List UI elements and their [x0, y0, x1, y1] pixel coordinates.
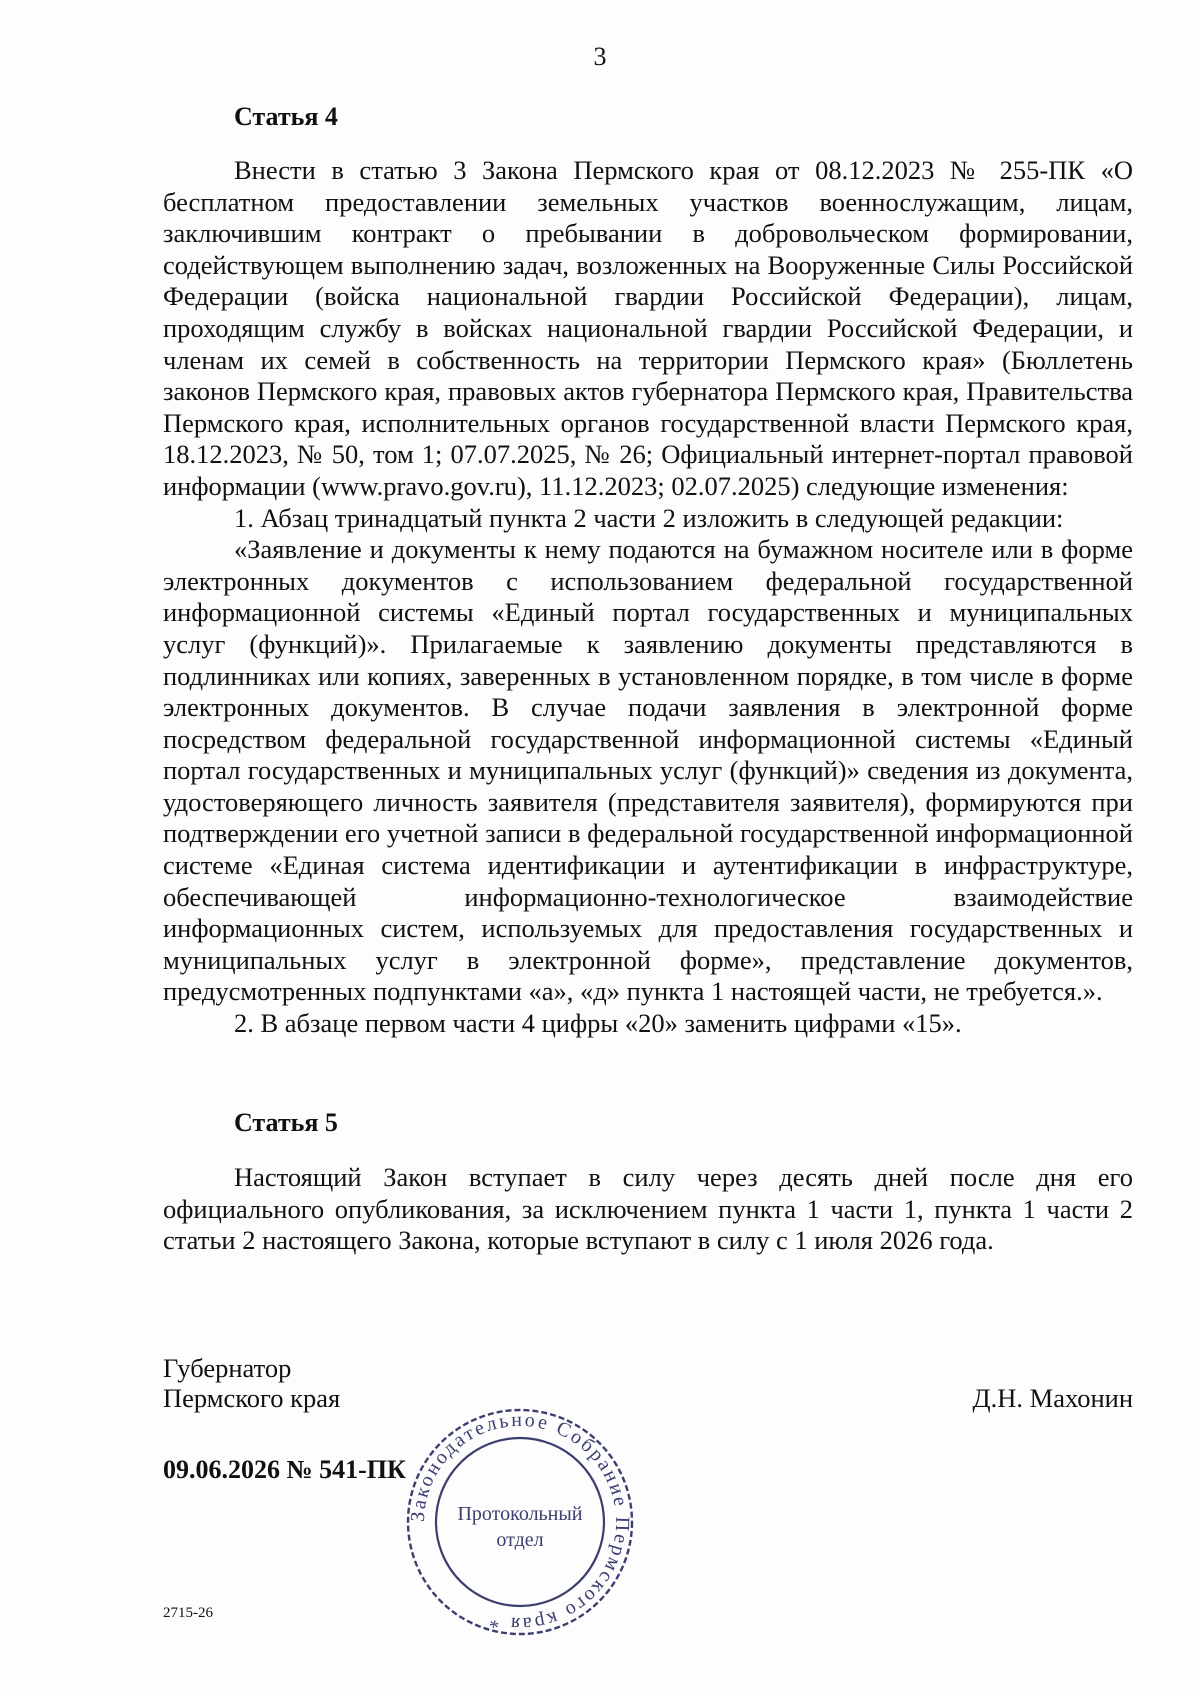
page-number: 3 — [593, 42, 607, 71]
official-stamp — [400, 1402, 640, 1642]
article-5-heading: Статья 5 — [234, 1108, 338, 1137]
law-number: 09.06.2026 № 541-ПК — [163, 1455, 406, 1484]
stamp-center-line: Протокольный — [457, 1503, 583, 1525]
article-4-paragraph: «Заявление и документы к нему подаются на бумажном носителе или в форме электронных документов с использованием федеральной государственной информационной системы «Единый портал государственных и муниципальных услуг (функций)». Прилагаемые к заявлению документы представляются в подлинниках или копиях, заверенных в установленном порядке, в том числе в форме электронных документов. В случае подачи заявления в электронной форме посредством федеральной государственной информационной системы «Единый портал государственных и муниципальных услуг (функций)» сведения из документа, удостоверяющего личность заявителя (представителя заявителя), формируются при подтверждении его учетной записи в федеральной государственной информационной системе «Единая система идентификации и аутентификации в инфраструктуре, обеспечивающей информационно-технологическое взаимодействие информационных систем, используемых для предоставления государственных и муниципальных услуг в электронной форме», представление документов, предусмотренных подпунктами «а», «д» пункта 1 настоящей части, не требуется.». — [163, 534, 1133, 1007]
article-4-heading: Статья 4 — [234, 102, 338, 131]
stamp-center-line: отдел — [496, 1529, 544, 1551]
signatory-title-line: Губернатор — [163, 1353, 292, 1383]
article-4-body — [163, 155, 1133, 1040]
stamp-ring-text: Законодательное Собрание Пермского края * — [406, 1408, 634, 1636]
signatory-title — [163, 1353, 340, 1413]
signatory-title-line: Пермского края — [163, 1383, 341, 1413]
article-5-body — [163, 1162, 1133, 1257]
article-5-paragraph: Настоящий Закон вступает в силу через десять дней после дня его официального опубликования, за исключением пункта 1 части 1, пункта 1 части 2 статьи 2 настоящего Закона, которые вступают в силу с 1 июля 2026 года. — [163, 1162, 1133, 1256]
article-4-paragraph: Внести в статью 3 Закона Пермского края от 08.12.2023 № 255-ПК «О бесплатном предоставлении земельных участков военнослужащим, лицам, заключившим контракт о пребывании в добровольческом формировании, содействующем выполнению задач, возложенных на Вооруженные Силы Российской Федерации (войска национальной гвардии Российской Федерации), лицам, проходящим службу в войсках национальной гвардии Российской Федерации, и членам их семей в собственность на территории Пермского края» (Бюллетень законов Пермского края, правовых актов губернатора Пермского края, Правительства Пермского края, исполнительных органов государственной власти Пермского края, 18.12.2023, № 50, том 1; 07.07.2025, № 26; Официальный интернет-портал правовой информации (www.pravo.gov.ru), 11.12.2023; 02.07.2025) следующие изменения: — [163, 155, 1133, 501]
article-4-paragraph: 1. Абзац тринадцатый пункта 2 части 2 изложить в следующей редакции: — [234, 502, 1064, 533]
article-4-paragraph: 2. В абзаце первом части 4 цифры «20» заменить цифрами «15». — [234, 1008, 962, 1039]
signatory-name: Д.Н. Махонин — [972, 1383, 1133, 1413]
registration-number: 2715-26 — [163, 1605, 213, 1621]
